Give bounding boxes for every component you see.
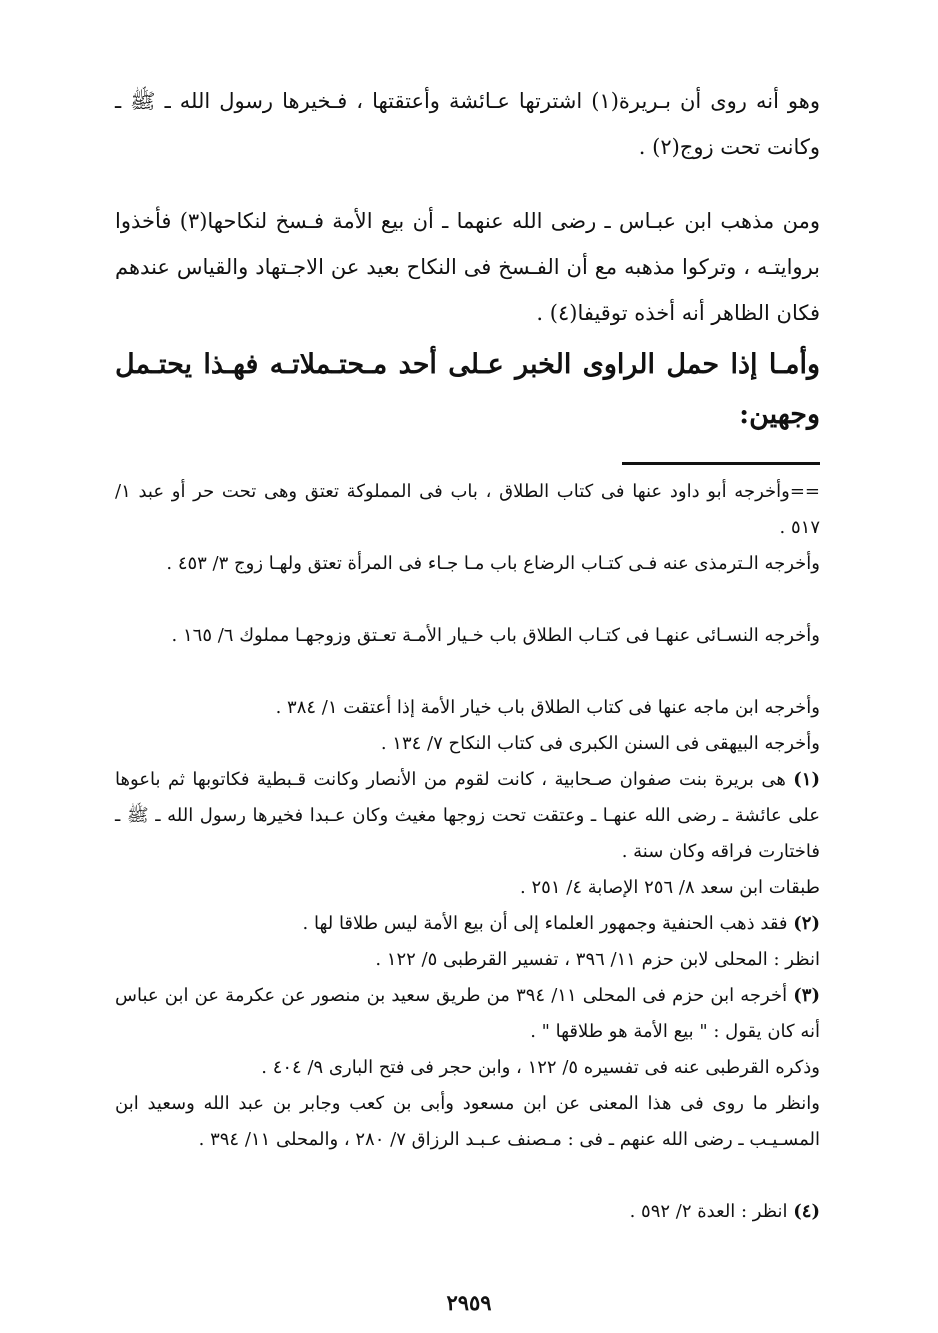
footnote-1 bbox=[115, 762, 820, 870]
footnote-text: هى بريرة بنت صفوان صـحابية ، كانت لقوم من الأنصار وكانت قـبطية فكاتوبها ثم باعوها على عائشة ـ رضى الله عنهـا ـ وعتقت تحت زوجها مغيث وكان عـبدا فخيرها رسول الله ـ ﷺ ـ فاختارت فراقه وكان سنة . bbox=[115, 769, 820, 862]
footnote-4 bbox=[115, 1194, 820, 1230]
footnote-continuation-line: وأخرجه النسـائى عنهـا فى كتـاب الطلاق باب خـيار الأمـة تعـتق وزوجهـا مملوك ٦/ ١٦٥ . bbox=[171, 625, 820, 646]
page-number: ٢٩٥٩ bbox=[446, 1290, 492, 1315]
footnote-number: (١) bbox=[793, 769, 820, 790]
body-paragraph-2: ومن مذهب ابن عبـاس ـ رضى الله عنهما ـ أن بيع الأمة فـسخ لنكاحها(٣) فأخذوا بروايتـه ، وتركوا مذهبه مع أن الفـسخ فى النكاح بعيد عن الاجـتهاد والقياس عندهم فكان الظاهر أنه أخذه توقيفا(٤) . bbox=[115, 209, 820, 325]
footnote-3 bbox=[115, 978, 820, 1050]
footnote-continuation-line: وأخرجه ابن ماجه عنها فى كتاب الطلاق باب خيار الأمة إذا أعتقت ١/ ٣٨٤ . bbox=[275, 697, 820, 718]
footnote-continuation-line: وأخرجه البيهقى فى السنن الكبرى فى كتاب النكاح ٧/ ١٣٤ . bbox=[380, 733, 820, 754]
section-heading: وأمـا إذا حمل الراوى الخبر عـلى أحد مـحتـملاتـه فهـذا يحتـمل وجهين: bbox=[115, 349, 820, 430]
body-paragraph-1: وهو أنه روى أن بـريرة(١) اشترتها عـائشة وأعتقتها ، فـخيرها رسول الله ـ ﷺ ـ وكانت تحت زوج(٢) . bbox=[115, 89, 820, 159]
footnote-separator bbox=[622, 462, 820, 465]
footnote-1-line: طبقات ابن سعد ٨/ ٢٥٦ الإصابة ٤/ ٢٥١ . bbox=[520, 877, 820, 898]
footnote-text: انظر : العدة ٢/ ٥٩٢ . bbox=[629, 1201, 788, 1222]
footnote-2 bbox=[115, 906, 820, 942]
footnote-3-line: وذكره القرطبى عنه فى تفسيره ٥/ ١٢٢ ، وابن حجر فى فتح البارى ٩/ ٤٠٤ . bbox=[261, 1057, 820, 1078]
footnote-number: (٤) bbox=[793, 1201, 820, 1222]
footnote-2-line: انظر : المحلى لابن حزم ١١/ ٣٩٦ ، تفسير القرطبى ٥/ ١٢٢ . bbox=[375, 949, 820, 970]
footnote-continuation-line: وأخرجه الـترمذى عنه فـى كتـاب الرضاع باب مـا جـاء فى المرأة تعتق ولهـا زوج ٣/ ٤٥٣ . bbox=[166, 553, 820, 574]
footnote-text: أخرجه ابن حزم فى المحلى ١١/ ٣٩٤ من طريق سعيد بن منصور عن عكرمة عن ابن عباس أنه كان يقول : " بيع الأمة هو طلاقها " . bbox=[115, 985, 820, 1042]
footnote-number: (٣) bbox=[793, 985, 820, 1006]
footnote-text: فقد ذهب الحنفية وجمهور العلماء إلى أن بيع الأمة ليس طلاقا لها . bbox=[302, 913, 788, 934]
footnote-3-line: وانظر ما روى فى هذا المعنى عن ابن مسعود وأبى بن كعب وجابر بن عبد الله وسعيد ابن المسـيـب ـ رضى الله عنهم ـ فى : مـصنف عـبـد الرزاق ٧/ ٢٨٠ ، والمحلى ١١/ ٣٩٤ . bbox=[115, 1093, 820, 1150]
footnote-continuation-line: ==وأخرجه أبو داود عنها فى كتاب الطلاق ، باب فى المملوكة تعتق وهى تحت حر أو عبد ١/ ٥١٧ . bbox=[115, 481, 820, 538]
footnote-number: (٢) bbox=[793, 913, 820, 934]
